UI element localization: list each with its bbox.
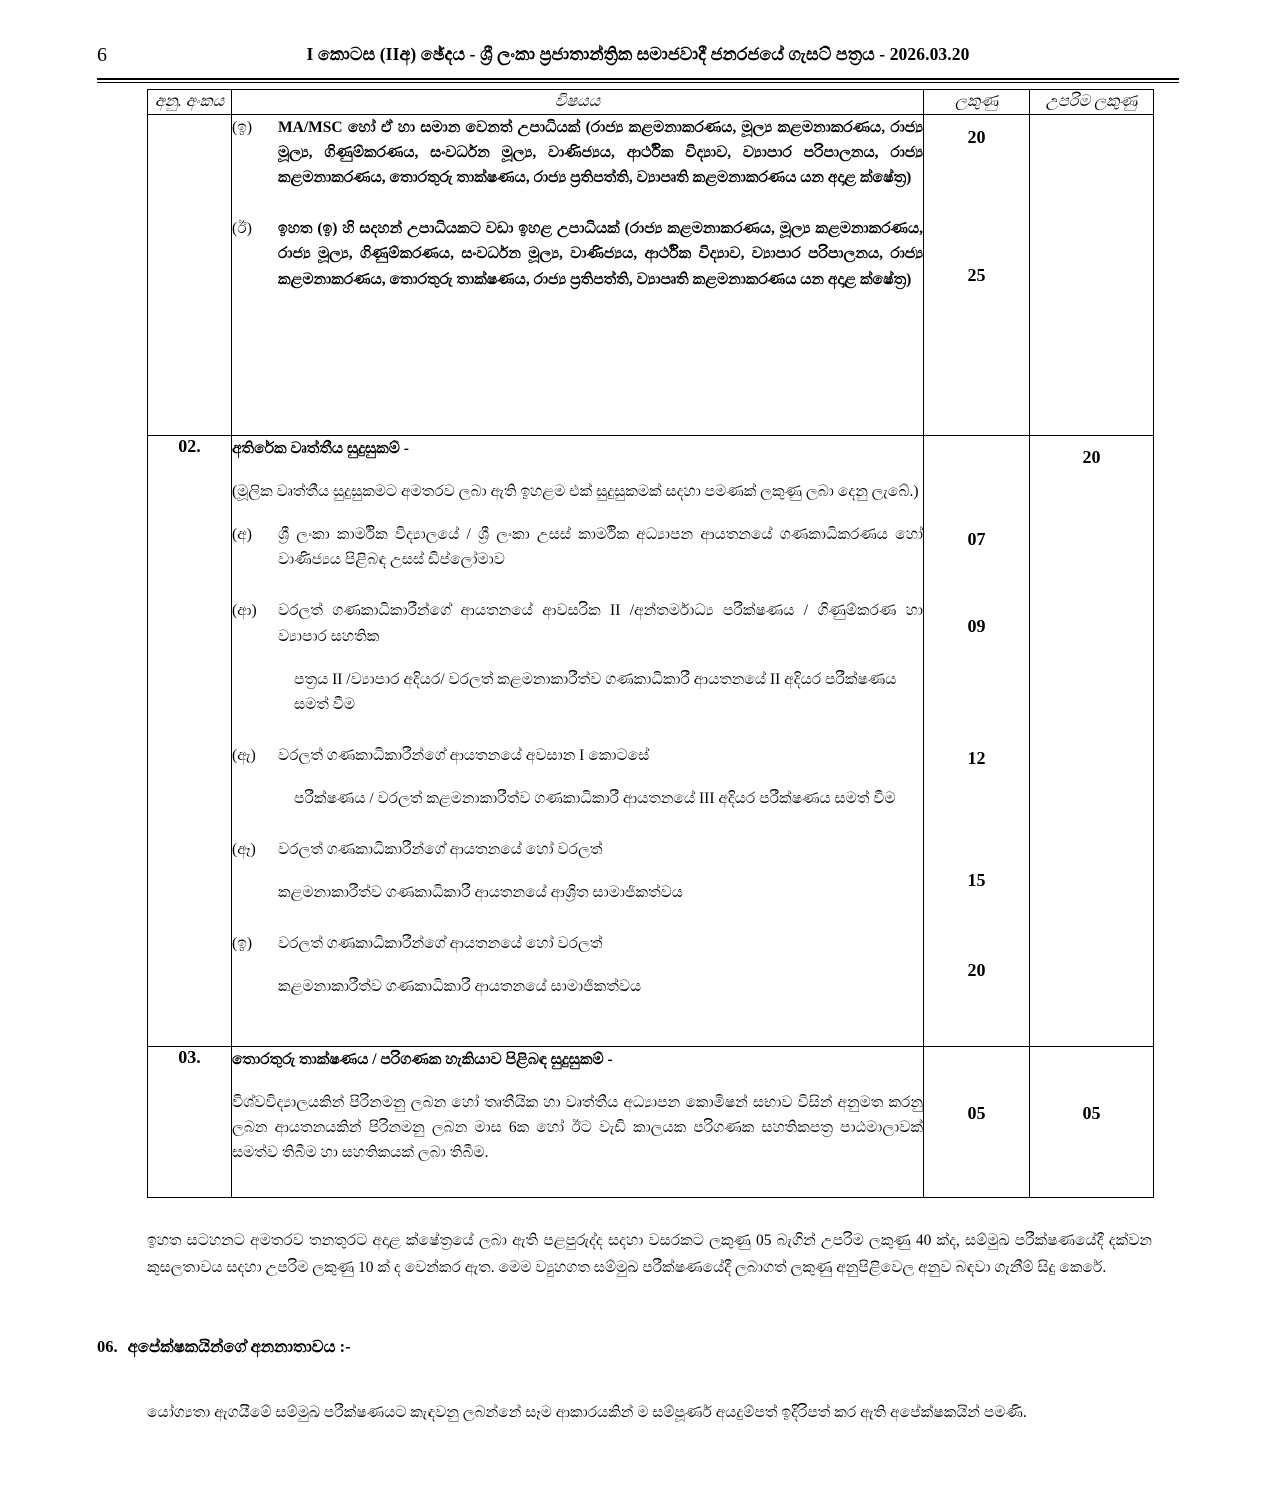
item-label: (ඈ) bbox=[232, 841, 256, 859]
running-header bbox=[97, 44, 1179, 74]
item-text-continued: පරීක්ෂණය / වරලත් කළමනාකාරීත්ව ගණකාධිකාරී ආයතනයේ III අදියර පරීක්ෂණය සමත් වීම bbox=[294, 789, 896, 807]
row-max-marks: 05 bbox=[1082, 1103, 1101, 1123]
row-subnote: (මූලික වෘත්තීය සුදුසුකමට අමතරව ලබා ඇති ඉහළම එක් සුදුසුකමක් සදහා පමණක් ලකුණු ලබා දෙනු ලැබේ.) bbox=[232, 483, 919, 501]
spacer bbox=[232, 1072, 923, 1090]
column-header-max-marks: උපරිම ලකුණු bbox=[1030, 90, 1154, 115]
item-marks: 20 bbox=[967, 127, 986, 147]
table-row bbox=[148, 1047, 1154, 1198]
column-header-subject: විෂයය bbox=[232, 90, 924, 115]
item-text: MA/MSC හෝ ඒ හා සමාන වෙනත් උපාධියක් (රාජ්‍ය කළමනාකරණය, මූල්‍ය කළමනාකරණය, රාජ්‍ය මූල්‍ය, ගිණුම්කරණය, සංවර්ධන මූල්‍ය, වාණිජ්‍යය, ආර්ථික විද්‍යාව, ව්‍යාපාර පරිපාලනය, රාජ්‍ය කළමනාකරණය, තොරතුරු තාක්ෂණය, රාජ්‍ය ප්‍රතිපත්ති, ව්‍යාපෘති කළමනාකරණය යන අදාළ ක්ෂේත්‍ර) bbox=[278, 119, 923, 187]
item-text: වරලත් ගණකාධිකාරීන්ගේ ආයතනයේ අවසාන I කොටසේ bbox=[278, 746, 650, 764]
spacer bbox=[232, 905, 923, 931]
row-subject-cell bbox=[232, 115, 924, 436]
table-row bbox=[148, 115, 1154, 436]
row-subject-cell bbox=[232, 1047, 924, 1198]
item-label: (ඉ) bbox=[232, 935, 253, 953]
item-text: වරලත් ගණකාධිකාරීන්ගේ ආයතනයේ ආවසරික II /අන්තර්මාධ්‍ය පරීක්ෂණය / ගිණුම්කරණ හා ව්‍යාපාර සහතික bbox=[278, 602, 923, 645]
spacer bbox=[232, 1000, 923, 1010]
column-header-marks: ලකුණු bbox=[924, 90, 1030, 115]
spacer bbox=[232, 461, 923, 479]
item-marks: 12 bbox=[967, 748, 986, 768]
row-marks-cell bbox=[924, 1047, 1030, 1198]
item-text-continued: පත්‍රය II /ව්‍යාපාර අදියර/ වරලත් කළමනාකාරීත්ව ගණකාධිකාරී ආයතනයේ II අදියර පරීක්ෂණය සමත් වීම bbox=[294, 670, 897, 713]
item-text: වරලත් ගණකාධිකාරීන්ගේ ආයතනයේ හෝ වරලත් bbox=[278, 935, 603, 953]
row-max-marks-cell bbox=[1030, 115, 1154, 436]
spacer bbox=[232, 956, 923, 974]
section-6-number: 06. bbox=[97, 1337, 118, 1356]
gazette-header-title: I කොටස (IIඅ) ඡේදය - ශ්‍රී ලංකා ප්‍රජාතාන්ත්‍රික සමාජවාදී ජනරජයේ ගැසට් පත්‍රය - 2026.03.20 bbox=[306, 44, 970, 64]
item-text: වරලත් ගණකාධිකාරීන්ගේ ආයතනයේ හෝ වරලත් bbox=[278, 841, 603, 859]
item-marks: 07 bbox=[967, 529, 986, 549]
row-max-marks-cell bbox=[1030, 436, 1154, 1047]
item-label: (ආ) bbox=[232, 602, 257, 620]
row-marks-cell bbox=[924, 115, 1030, 436]
marks-note-paragraph: ඉහත සටහනට අමතරව තනතුරට අදාළ ක්ෂේත්‍රයේ ලබා ඇති පළපුරුද්ද සදහා වසරකට ලකුණු 05 බැගින් උපරිම ලකුණු 40 ක්ද, සම්මුඛ පරීක්ෂණයේදී දක්වන කුසලතාවය සදහා උපරිම ලකුණු 10 ක් ද වෙන්කර ඇත. මෙම ව්‍යුහගත සම්මුඛ පරීක්ෂණයේදී ලබාගත් ලකුණු අනුපිළිවෙල අනුව බඳවා ගැනීම් සිදු කෙරේ. bbox=[147, 1232, 1152, 1276]
item-label: (ඊ) bbox=[232, 220, 252, 238]
spacer bbox=[232, 649, 923, 667]
spacer bbox=[232, 811, 923, 837]
page-number: 6 bbox=[97, 44, 107, 66]
row-serial-number bbox=[148, 115, 232, 436]
qualification-item bbox=[232, 743, 923, 768]
spacer bbox=[232, 717, 923, 743]
spacer bbox=[232, 768, 923, 786]
spacer bbox=[232, 572, 923, 598]
qualification-item bbox=[232, 522, 923, 572]
marks-scheme-table bbox=[147, 89, 1154, 1198]
item-marks: 15 bbox=[967, 870, 986, 890]
row-max-marks: 20 bbox=[1082, 447, 1101, 467]
item-label: (අ) bbox=[232, 526, 252, 544]
section-6-title: අපේක්ෂකයින්ගේ අනනාතාවය :- bbox=[127, 1337, 351, 1356]
row-serial-number: 02. bbox=[148, 436, 232, 1047]
header-rule bbox=[97, 78, 1179, 83]
spacer bbox=[232, 862, 923, 880]
item-text: ඉහත (ඉ) හි සදහන් උපාධියකට වඩා ඉහළ උපාධියක් (රාජ්‍ය කළමනාකරණය, මූල්‍ය කළමනාකරණය, රාජ්‍ය මූල්‍ය, ගිණුම්කරණය, සංවර්ධන මූල්‍ය, වාණිජ්‍යය, ආර්ථික විද්‍යාව, ව්‍යාපාර පරිපාලනය, රාජ්‍ය කළමනාකරණය, තොරතුරු තාක්ෂණය, රාජ්‍ය ප්‍රතිපත්ති, ව්‍යාපෘති කළමනාකරණය යන අදාළ ක්ෂේත්‍ර) bbox=[278, 220, 923, 288]
row-marks: 05 bbox=[967, 1103, 986, 1123]
qualification-item bbox=[232, 216, 923, 291]
row-heading: අතිරේක වෘත්තීය සුදුසුකම් - bbox=[232, 440, 409, 457]
section-6-heading bbox=[97, 1337, 351, 1357]
column-header-no: අනු. අංකය bbox=[148, 90, 232, 115]
table-row bbox=[148, 436, 1154, 1047]
section-6-body: යෝග්‍යතා ඇගයීමේ සම්මුඛ පරීක්ෂණයට කැඳවනු ලබන්නේ සෑම ආකාරයකින් ම සම්පූර්ණ අයදුම්පත් ඉදිරිපත් කර ඇති අපේක්ෂකයින් පමණි. bbox=[147, 1404, 1027, 1421]
row-subject-cell bbox=[232, 436, 924, 1047]
qualification-item bbox=[232, 598, 923, 648]
row-max-marks-cell bbox=[1030, 1047, 1154, 1198]
item-text: ශ්‍රී ලංකා කාර්මික විද්‍යාලයේ / ශ්‍රී ලංකා උසස් කාර්මික අධ්‍යාපන ආයතනයේ ගණකාධිකරණය හෝ වාණිජ්‍යය පිළිබඳ උසස් ඩිප්ලෝමාව bbox=[278, 526, 923, 569]
spacer bbox=[232, 504, 923, 522]
row-heading: තොරතුරු තාක්ෂණය / පරිගණක හැකියාව පිළිබඳ සුදුසුකම් - bbox=[232, 1051, 613, 1068]
qualification-item bbox=[232, 115, 923, 190]
item-text-continued: කළමනාකාරීත්ව ගණකාධිකාරී ආයතනයේ සාමාජිකත්වය bbox=[278, 978, 642, 996]
table-header-row bbox=[148, 90, 1154, 115]
spacer bbox=[232, 190, 923, 216]
row-body-text: විශ්වවිද්‍යාලයකින් පිරිනමනු ලබන හෝ තෘතීයික හා වෘත්තීය අධ්‍යාපන කොමිෂන් සභාව විසින් අනුමත කරනු ලබන ආයතනයකින් පිරිනමනු ලබන මාස 6ක හෝ ඊට වැඩි කාලයක පරිගණක සහතිකපත්‍ර පාඨමාලාවක් සමත්ව තිබීම හා සහතිකයක් ලබා තිබීම. bbox=[232, 1094, 923, 1162]
row-serial-number: 03. bbox=[148, 1047, 232, 1198]
qualification-item bbox=[232, 931, 923, 956]
item-label: (ඇ) bbox=[232, 746, 256, 764]
item-marks: 09 bbox=[967, 616, 986, 636]
item-marks: 25 bbox=[967, 265, 986, 285]
row-marks-cell bbox=[924, 436, 1030, 1047]
qualification-item bbox=[232, 837, 923, 862]
item-marks: 20 bbox=[967, 960, 986, 980]
item-text-continued: කළමනාකාරීත්ව ගණකාධිකාරී ආයතනයේ ආශ්‍රිත සාමාජිකත්වය bbox=[278, 884, 683, 902]
item-label: (ඉ) bbox=[232, 119, 253, 136]
spacer bbox=[232, 1165, 923, 1175]
